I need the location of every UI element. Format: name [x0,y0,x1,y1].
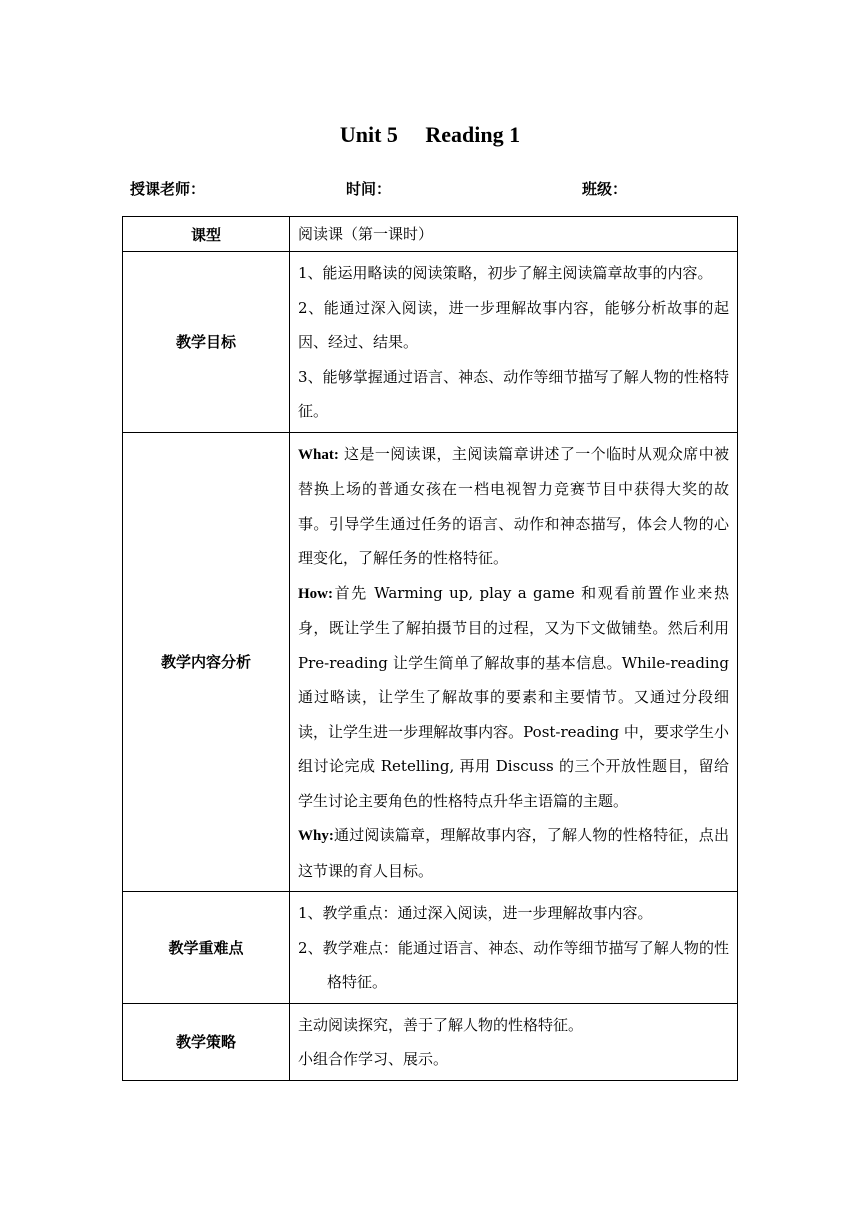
strategy-cell [290,1003,738,1080]
objectives-label: 教学目标 [123,252,290,433]
analysis-cell [290,432,738,892]
key-points-label: 教学重难点 [123,892,290,1004]
row-objectives [123,252,738,433]
what-text: 这是一阅读课，主阅读篇章讲述了一个临时从观众席中被替换上场的普通女孩在一档电视智力竞赛节目中获得大奖的故事。引导学生通过任务的语言、动作和神态描写，体会人物的心理变化，了解任务的性格特征。 [298,444,729,567]
time-label: 时间： [346,180,392,198]
key-point-item: 2、教学难点：能通过语言、神态、动作等细节描写了解人物的性格特征。 [298,938,729,991]
why-text: 通过阅读篇章，理解故事内容，了解人物的性格特征，点出这节课的育人目标。 [298,826,729,880]
class-label: 班级： [582,180,628,198]
teacher-label: 授课老师： [130,180,206,198]
row-analysis [123,432,738,892]
key-point-item: 1、教学重点：通过深入阅读，进一步理解故事内容。 [298,904,653,922]
document-title: Unit 5 Reading 1 [339,122,521,147]
why-lead: Why: [298,828,334,844]
strategy-item: 小组合作学习、展示。 [298,1050,449,1068]
objective-item: 3、能够掌握通过语言、神态、动作等细节描写了解人物的性格特征。 [298,367,729,420]
key-points-cell [290,892,738,1004]
lesson-type-label: 课型 [123,217,290,252]
analysis-how [298,576,729,819]
lesson-type-value [290,217,738,252]
objective-item: 1、能运用略读的阅读策略，初步了解主阅读篇章故事的内容。 [298,264,713,282]
row-key-points [123,892,738,1004]
what-lead: What: [298,446,339,463]
analysis-label: 教学内容分析 [123,432,290,892]
strategy-label: 教学策略 [123,1003,290,1080]
row-lesson-type [123,217,738,252]
lesson-type-text: 阅读课（第一课时） [298,225,434,243]
how-lead: How: [298,585,333,602]
row-strategy [123,1003,738,1080]
analysis-what [298,437,729,576]
strategy-item: 主动阅读探究，善于了解人物的性格特征。 [298,1015,584,1034]
objective-item: 2、能通过深入阅读，进一步理解故事内容，能够分析故事的起因、经过、结果。 [298,298,729,351]
lesson-plan-table [122,216,738,1081]
objectives-cell [290,252,738,433]
analysis-why [298,818,729,888]
how-text: 首先 Warming up, play a game 和观看前置作业来热身，既让学生了解拍摄节目的过程，又为下文做铺垫。然后利用 Pre-reading 让学生简单了解故事的基本信息。While-reading 通过略读，让学生了解故事的要素和主要情节。又通过分段细读，让学生进一步理解故事内容。Post-reading 中，要求学生小组讨论完成 Retelling, 再用 Discuss 的三个开放性题目，留给学生讨论主要角色的性格特点升华主语篇的主题。 [298,583,729,810]
